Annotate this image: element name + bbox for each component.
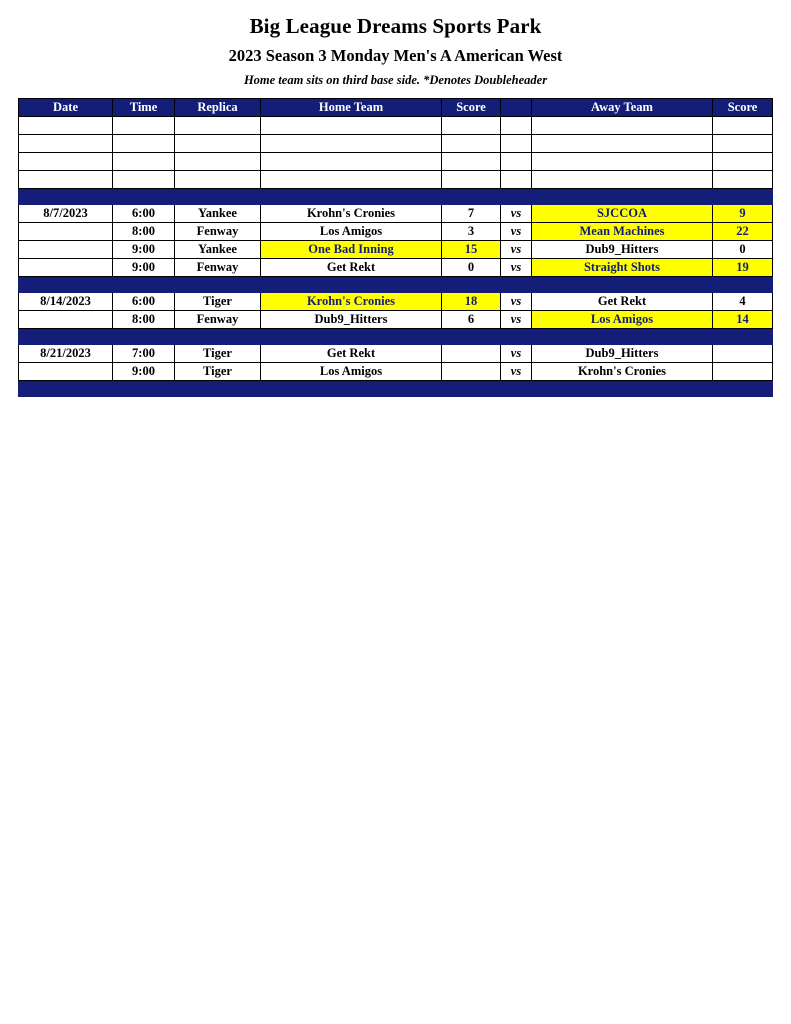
divider-cell (19, 328, 113, 344)
empty-cell (501, 152, 532, 170)
column-header-vs (501, 98, 532, 116)
cell-time: 6:00 (113, 204, 175, 222)
schedule-table (18, 98, 773, 397)
cell-away-score (713, 344, 773, 362)
page-title: Big League Dreams Sports Park (249, 14, 542, 38)
divider-cell (261, 380, 442, 396)
empty-cell (19, 134, 113, 152)
cell-home-team: Dub9_Hitters (261, 310, 442, 328)
cell-home-team: Get Rekt (261, 344, 442, 362)
empty-cell (113, 152, 175, 170)
table-header-row (19, 98, 773, 116)
divider-cell (501, 328, 532, 344)
cell-away-team: Dub9_Hitters (532, 240, 713, 258)
empty-cell (713, 134, 773, 152)
empty-cell (442, 116, 501, 134)
cell-home-team: Krohn's Cronies (261, 292, 442, 310)
cell-away-team: Dub9_Hitters (532, 344, 713, 362)
cell-vs: vs (501, 292, 532, 310)
empty-cell (113, 116, 175, 134)
cell-away-team: SJCCOA (532, 204, 713, 222)
page-note: Home team sits on third base side. *Denotes Doubleheader (243, 72, 548, 87)
table-divider-row (19, 380, 773, 396)
cell-away-team: Get Rekt (532, 292, 713, 310)
cell-away-team: Straight Shots (532, 258, 713, 276)
cell-replica: Tiger (175, 344, 261, 362)
cell-replica: Tiger (175, 292, 261, 310)
cell-home-score: 3 (442, 222, 501, 240)
divider-cell (442, 188, 501, 204)
cell-date (19, 258, 113, 276)
cell-home-team: Get Rekt (261, 258, 442, 276)
divider-cell (175, 188, 261, 204)
divider-cell (532, 276, 713, 292)
cell-away-score: 9 (713, 204, 773, 222)
empty-cell (19, 152, 113, 170)
empty-cell (175, 116, 261, 134)
cell-away-team: Los Amigos (532, 310, 713, 328)
cell-date (19, 310, 113, 328)
divider-cell (713, 188, 773, 204)
table-empty-row (19, 116, 773, 134)
cell-away-score: 22 (713, 222, 773, 240)
empty-cell (261, 134, 442, 152)
table-row (19, 240, 773, 258)
cell-time: 9:00 (113, 362, 175, 380)
cell-vs: vs (501, 240, 532, 258)
cell-replica: Fenway (175, 310, 261, 328)
empty-cell (19, 170, 113, 188)
table-divider-row (19, 188, 773, 204)
table-empty-row (19, 152, 773, 170)
divider-cell (175, 276, 261, 292)
cell-home-score: 0 (442, 258, 501, 276)
table-divider-row (19, 328, 773, 344)
cell-away-score: 4 (713, 292, 773, 310)
cell-home-score: 7 (442, 204, 501, 222)
empty-cell (501, 116, 532, 134)
column-header-away-score: Score (713, 98, 773, 116)
empty-cell (261, 152, 442, 170)
cell-vs: vs (501, 258, 532, 276)
cell-home-team: Krohn's Cronies (261, 204, 442, 222)
empty-cell (713, 170, 773, 188)
cell-away-team: Krohn's Cronies (532, 362, 713, 380)
table-row (19, 258, 773, 276)
divider-cell (19, 188, 113, 204)
empty-cell (713, 152, 773, 170)
empty-cell (261, 116, 442, 134)
cell-home-score: 6 (442, 310, 501, 328)
divider-cell (713, 276, 773, 292)
cell-replica: Tiger (175, 362, 261, 380)
empty-cell (442, 134, 501, 152)
divider-cell (442, 328, 501, 344)
empty-cell (713, 116, 773, 134)
cell-time: 9:00 (113, 240, 175, 258)
divider-cell (442, 380, 501, 396)
cell-home-score: 18 (442, 292, 501, 310)
table-row (19, 344, 773, 362)
empty-cell (442, 152, 501, 170)
page-subtitle: 2023 Season 3 Monday Men's A American West (228, 46, 563, 66)
empty-cell (442, 170, 501, 188)
cell-away-score: 19 (713, 258, 773, 276)
empty-cell (113, 170, 175, 188)
cell-date (19, 222, 113, 240)
cell-date: 8/21/2023 (19, 344, 113, 362)
divider-cell (442, 276, 501, 292)
cell-vs: vs (501, 222, 532, 240)
empty-cell (532, 134, 713, 152)
divider-cell (532, 328, 713, 344)
cell-away-team: Mean Machines (532, 222, 713, 240)
divider-cell (113, 276, 175, 292)
table-row (19, 204, 773, 222)
empty-cell (175, 152, 261, 170)
cell-home-team: Los Amigos (261, 362, 442, 380)
cell-time: 6:00 (113, 292, 175, 310)
cell-date: 8/14/2023 (19, 292, 113, 310)
cell-time: 9:00 (113, 258, 175, 276)
divider-cell (19, 276, 113, 292)
column-header-time: Time (113, 98, 175, 116)
divider-cell (532, 188, 713, 204)
cell-replica: Yankee (175, 240, 261, 258)
empty-cell (501, 170, 532, 188)
divider-cell (713, 328, 773, 344)
divider-cell (175, 328, 261, 344)
divider-cell (501, 188, 532, 204)
cell-away-score (713, 362, 773, 380)
cell-home-score (442, 362, 501, 380)
cell-home-score: 15 (442, 240, 501, 258)
divider-cell (261, 328, 442, 344)
cell-home-team: Los Amigos (261, 222, 442, 240)
divider-cell (501, 276, 532, 292)
divider-cell (501, 380, 532, 396)
empty-cell (261, 170, 442, 188)
table-row (19, 222, 773, 240)
cell-time: 8:00 (113, 310, 175, 328)
empty-cell (532, 116, 713, 134)
table-row (19, 310, 773, 328)
divider-cell (532, 380, 713, 396)
column-header-home-team: Home Team (261, 98, 442, 116)
cell-time: 8:00 (113, 222, 175, 240)
divider-cell (113, 380, 175, 396)
column-header-date: Date (19, 98, 113, 116)
table-empty-row (19, 134, 773, 152)
cell-away-score: 0 (713, 240, 773, 258)
empty-cell (501, 134, 532, 152)
cell-date (19, 240, 113, 258)
cell-vs: vs (501, 344, 532, 362)
empty-cell (175, 170, 261, 188)
table-divider-row (19, 276, 773, 292)
cell-time: 7:00 (113, 344, 175, 362)
table-empty-row (19, 170, 773, 188)
cell-replica: Fenway (175, 258, 261, 276)
divider-cell (113, 188, 175, 204)
divider-cell (175, 380, 261, 396)
cell-replica: Fenway (175, 222, 261, 240)
page-header (0, 0, 791, 88)
divider-cell (113, 328, 175, 344)
table-row (19, 292, 773, 310)
empty-cell (19, 116, 113, 134)
cell-vs: vs (501, 204, 532, 222)
cell-vs: vs (501, 310, 532, 328)
column-header-replica: Replica (175, 98, 261, 116)
cell-date (19, 362, 113, 380)
cell-replica: Yankee (175, 204, 261, 222)
cell-home-score (442, 344, 501, 362)
empty-cell (175, 134, 261, 152)
empty-cell (532, 152, 713, 170)
table-body (19, 116, 773, 396)
table-row (19, 362, 773, 380)
column-header-home-score: Score (442, 98, 501, 116)
divider-cell (19, 380, 113, 396)
divider-cell (713, 380, 773, 396)
cell-away-score: 14 (713, 310, 773, 328)
empty-cell (532, 170, 713, 188)
cell-vs: vs (501, 362, 532, 380)
cell-home-team: One Bad Inning (261, 240, 442, 258)
divider-cell (261, 188, 442, 204)
column-header-away-team: Away Team (532, 98, 713, 116)
cell-date: 8/7/2023 (19, 204, 113, 222)
divider-cell (261, 276, 442, 292)
empty-cell (113, 134, 175, 152)
